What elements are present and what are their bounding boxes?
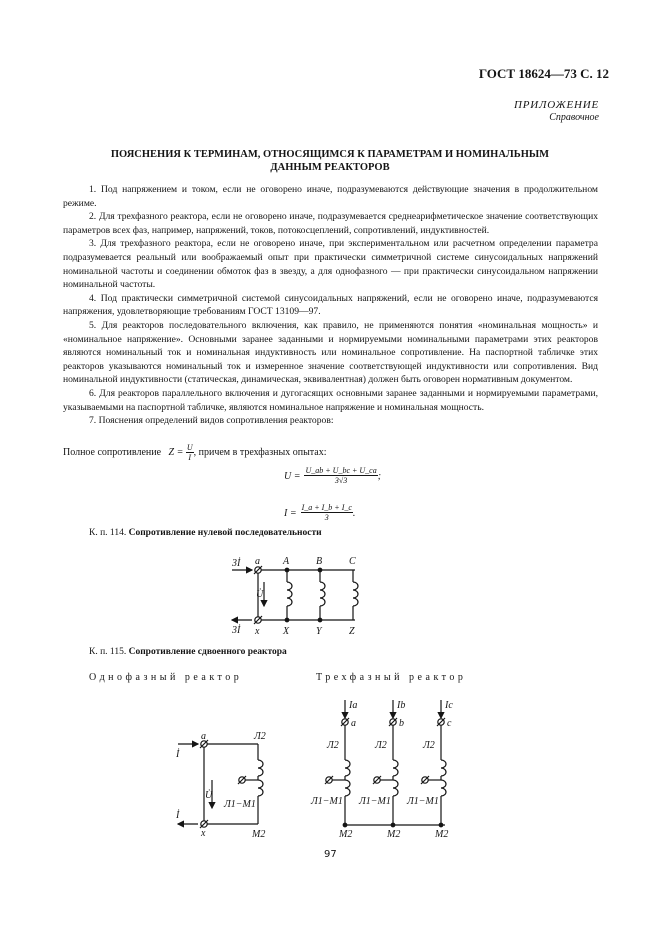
coil-A: [287, 570, 292, 620]
fig114-bottom-Y: Y: [316, 626, 322, 637]
phase-coil-lower: [441, 780, 446, 796]
paragraph: 4. Под практически симметричной системой синусоидальных напряжений, если не оговорено иначе, подразумеваются напряжения, удовлетворяющие требованиям ГОСТ 13109—97.: [63, 292, 598, 318]
phase-l2-label: Л2: [327, 740, 339, 751]
three-phase-title: Трехфазный реактор: [316, 672, 467, 683]
single-u-label: U̇: [205, 790, 213, 801]
fig114-top-C: C: [349, 556, 356, 567]
u-denominator: 3√3: [334, 476, 348, 485]
single-i-out-label: İ: [176, 810, 180, 821]
paragraph: 1. Под напряжением и током, если не оговорено иначе, подразумеваются действующие значения в продолжительном режиме.: [63, 184, 598, 209]
i-denominator: 3: [324, 513, 329, 522]
fig114-bottom-X: X: [283, 626, 290, 637]
fig114-bottom-Z: Z: [349, 626, 355, 637]
phase-terminal-label: b: [399, 718, 404, 729]
figure-114: [232, 566, 358, 624]
caption-115-ref: К. п. 115.: [89, 647, 127, 657]
phase-l1m1-label: Л1−М1: [359, 796, 391, 807]
single-a-label: a: [201, 731, 206, 742]
z-numerator: U: [186, 443, 193, 452]
phase-coil-upper: [441, 760, 446, 776]
single-coil-upper: [258, 760, 263, 776]
phase-coil-upper: [393, 760, 398, 776]
phase-branch-3: [406, 700, 453, 840]
fig114-bottom-x: x: [255, 626, 260, 637]
phase-m2-label: М2: [339, 829, 353, 840]
page-number: 97: [324, 849, 337, 860]
phase-l1m1-label: Л1−М1: [407, 796, 439, 807]
phase-current-label: Ic: [445, 700, 453, 711]
single-i-in-label: İ: [176, 749, 180, 760]
paragraph: 5. Для реакторов последовательного включения, как правило, не применяются понятия «номинальная мощность» и «номинальное напряжение». Основными заранее заданными и нормируемыми номинальными параметрами этих реакторов являются номинальный ток и номинальная индуктивность или номинальное сопротивление. На паспортной табличке этих реакторов указываются номинальный ток и измеренное значение соответствующей индуктивности или сопротивления. Вид номинальной индуктивности (статическая, динамическая, эквивалентная) должен быть оговорен нормативным документом.: [63, 319, 598, 386]
paragraph: 3. Для трехфазного реактора, если не оговорено иначе, при экспериментальном или расчетном определении параметра подразумевается реальный или воображаемый опыт при практически симметричной системе синусоидальных напряжений номинальной частоты и соединении обмоток фаз в звезду, а для однофазного — при практически синусоидальном напряжении номинальной частоты.: [63, 238, 598, 291]
z-lhs: Z =: [168, 446, 184, 458]
phase-terminal-label: a: [351, 718, 356, 729]
fig114-top-A: A: [283, 556, 290, 567]
single-x-label: x: [201, 828, 206, 839]
phase-coil-upper: [345, 760, 350, 776]
z-denominator: I: [188, 453, 192, 462]
figure-115-single: [178, 740, 263, 828]
phase-current-label: Ib: [397, 700, 406, 711]
title-line-1: ПОЯСНЕНИЯ К ТЕРМИНАМ, ОТНОСЯЩИМСЯ К ПАРАМЕТРАМ И НОМИНАЛЬНЫМ: [110, 149, 550, 160]
phase-l2-label: Л2: [423, 740, 435, 751]
caption-114-ref: К. п. 114.: [89, 528, 127, 538]
doc-reference: ГОСТ 18624—73 С. 12: [478, 66, 609, 81]
single-l1m1-label: Л1−М1: [224, 799, 256, 810]
appendix-label: ПРИЛОЖЕНИЕ: [514, 99, 599, 111]
u-lhs: U =: [284, 471, 301, 483]
single-coil-lower: [258, 780, 263, 796]
phase-branch-1: [310, 700, 357, 840]
i-numerator: I_a + I_b + I_c: [301, 503, 352, 512]
fig114-current-in-label: 3İ: [232, 558, 241, 569]
z-tail: , причем в трехфазных опытах:: [193, 446, 327, 458]
title-line-2: ДАННЫМ РЕАКТОРОВ: [270, 162, 390, 173]
fig114-top-a: a: [255, 556, 260, 567]
formula-intro: Полное сопротивление: [63, 446, 162, 458]
phase-terminal-label: c: [447, 718, 452, 729]
single-phase-title: Однофазный реактор: [89, 672, 243, 683]
phase-current-label: Ia: [349, 700, 358, 711]
phase-bus-junction: [439, 823, 443, 827]
paragraph: 2. Для трехфазного реактора, если не оговорено иначе, подразумевается среднеарифметическое значение соответствующих параметров всех фаз, например, напряжений, токов, потокосцеплений, сопротивлений, индуктивностей.: [63, 211, 598, 236]
phase-coil-lower: [393, 780, 398, 796]
phase-l2-label: Л2: [375, 740, 387, 751]
coil-B: [320, 570, 325, 620]
phase-m2-label: М2: [435, 829, 449, 840]
i-tail: .: [352, 508, 356, 520]
paragraph: 6. Для реакторов параллельного включения и дугогасящих основными заранее заданными и нормируемыми параметрами, указываемыми на паспортной табличке, являются номинальное напряжение и номинальная мощность.: [63, 387, 598, 413]
i-lhs: I =: [284, 508, 297, 520]
fig114-voltage-label: U̇: [256, 589, 264, 600]
caption-115-title: Сопротивление сдвоенного реактора: [128, 647, 287, 657]
fig114-top-B: B: [316, 556, 323, 567]
u-tail: ;: [377, 471, 382, 483]
phase-bus-junction: [343, 823, 347, 827]
fig114-current-out-label: 3İ: [232, 625, 241, 636]
phase-coil-lower: [345, 780, 350, 796]
coil-C: [353, 570, 358, 620]
phase-l1m1-label: Л1−М1: [311, 796, 343, 807]
phase-bus-junction: [391, 823, 395, 827]
phase-branch-2: [358, 700, 405, 840]
u-numerator: U_ab + U_bc + U_ca: [305, 466, 377, 475]
paragraph: 7. Пояснения определений видов сопротивления реакторов:: [89, 415, 334, 427]
caption-114-title: Сопротивление нулевой последовательности: [128, 528, 322, 538]
appendix-type: Справочное: [549, 112, 599, 123]
single-m2-label: М2: [252, 829, 266, 840]
phase-m2-label: М2: [387, 829, 401, 840]
single-l2-label: Л2: [254, 731, 266, 742]
